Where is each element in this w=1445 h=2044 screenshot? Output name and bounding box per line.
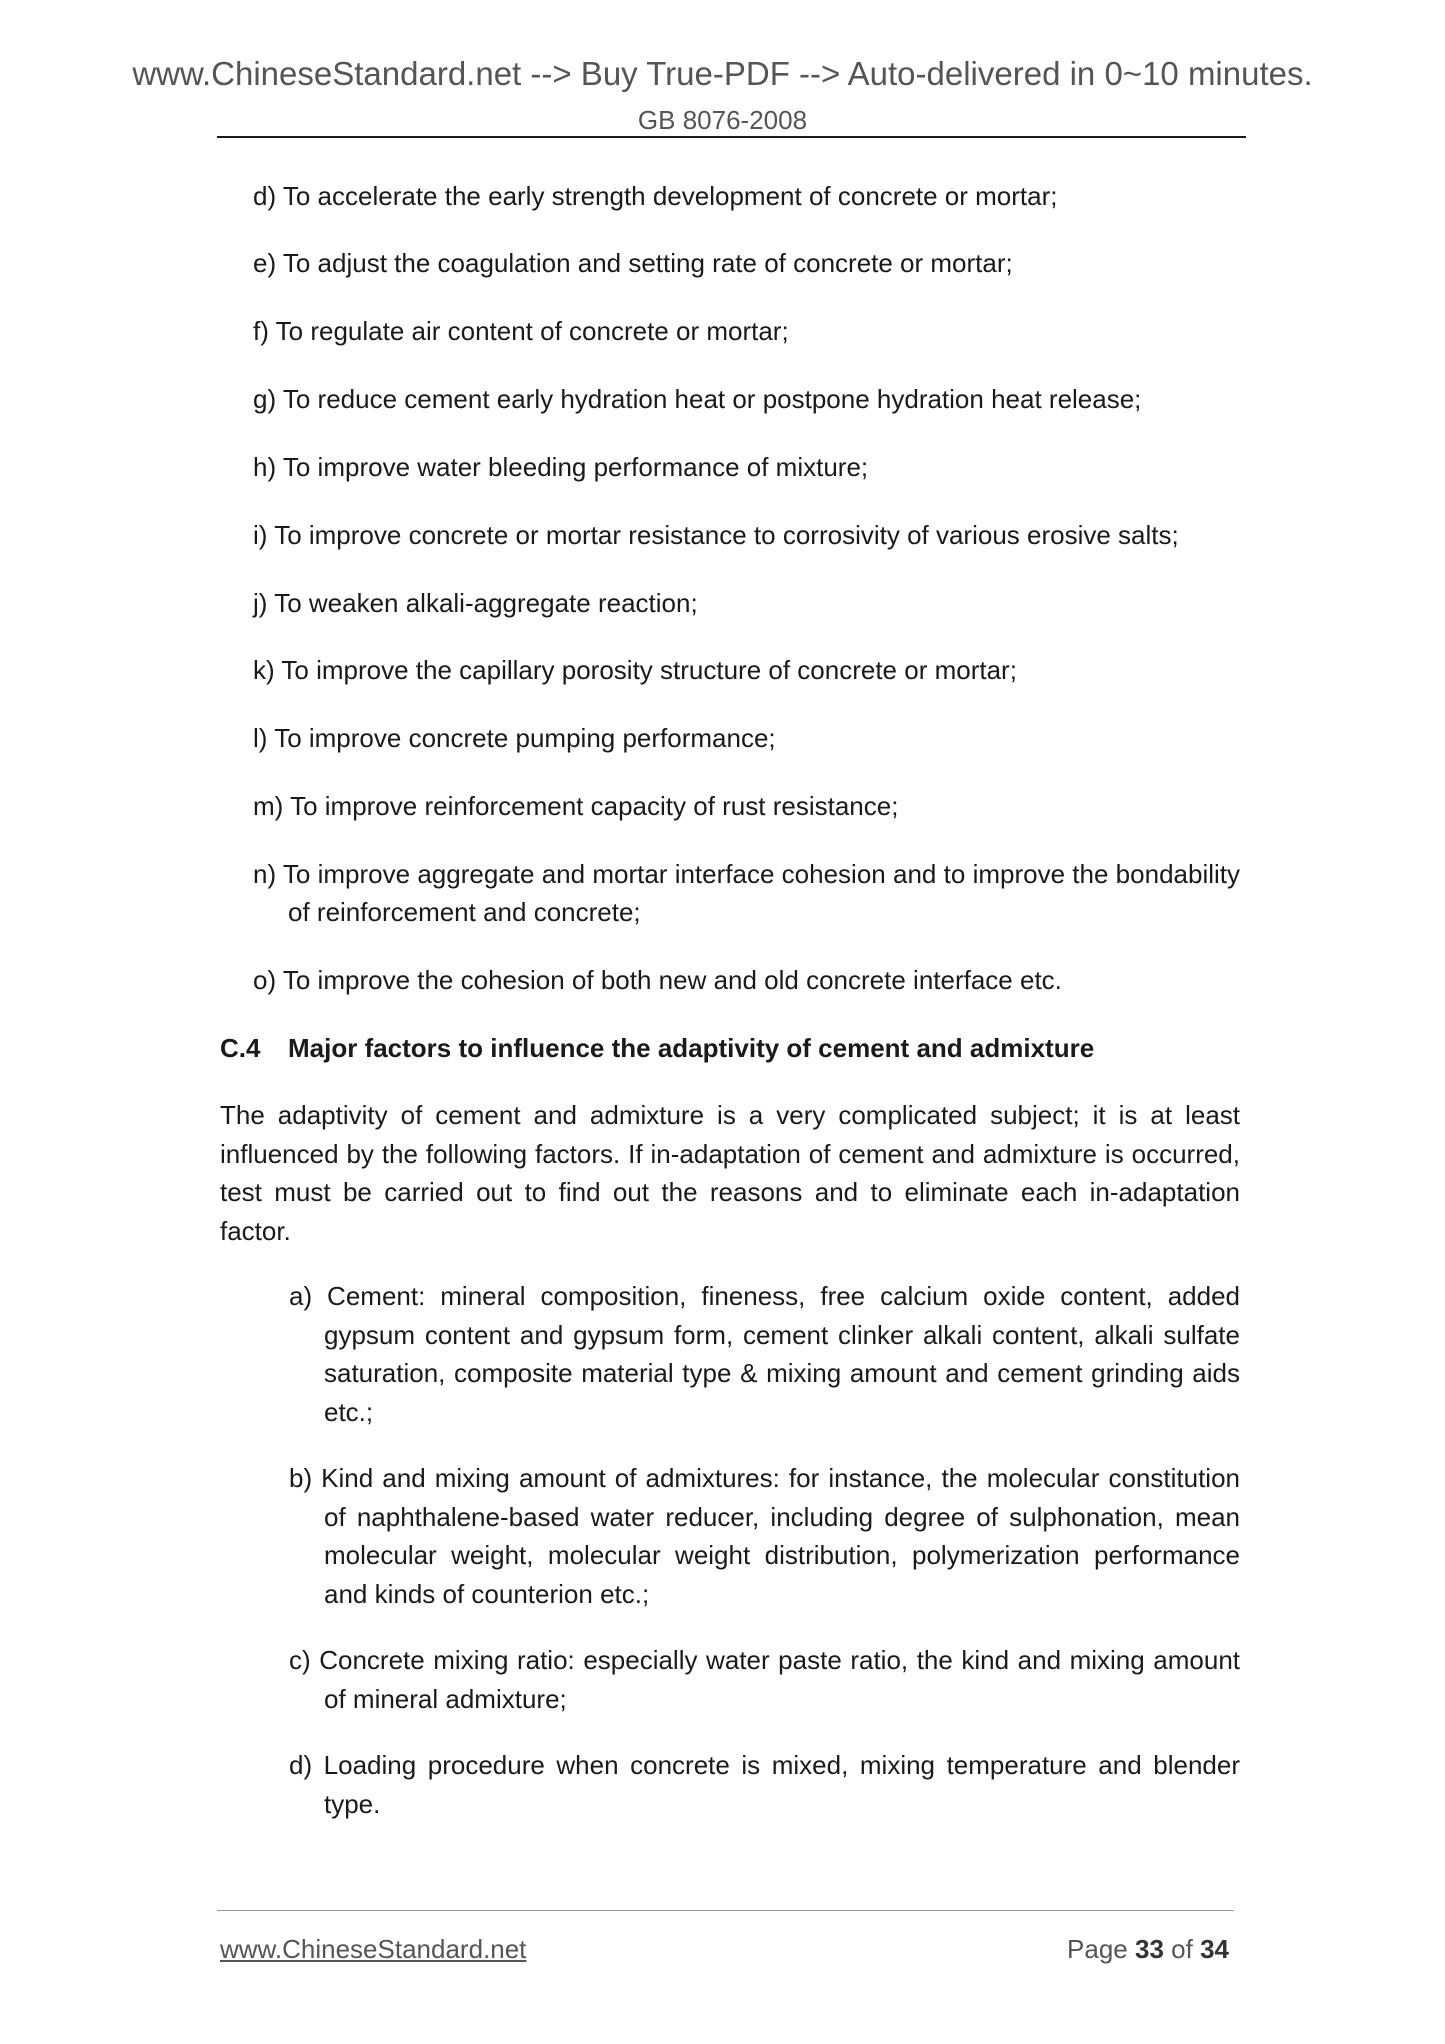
list-item: d) To accelerate the early strength development of concrete or mortar; (253, 181, 1058, 211)
page-number (1067, 1933, 1229, 1965)
total-pages: 34 (1200, 1934, 1229, 1964)
list-item: k) To improve the capillary porosity structure of concrete or mortar; (253, 655, 1017, 685)
standard-code: GB 8076-2008 (637, 105, 808, 135)
section-paragraph: The adaptivity of cement and admixture is a very complicated subject; it is at least influenced by the following factors. If in-adaptation of cement and admixture is occurred, test must be carried out to find out the reasons and to eliminate each in-adaptation factor. (220, 1100, 1240, 1246)
list-item: j) To weaken alkali-aggregate reaction; (253, 588, 698, 618)
page-label: Page (1067, 1934, 1128, 1964)
header-banner: www.ChineseStandard.net --> Buy True-PDF --> Auto-delivered in 0~10 minutes. (132, 55, 1313, 92)
list-item: m) To improve reinforcement capacity of rust resistance; (253, 791, 899, 821)
list-item: l) To improve concrete pumping performance; (253, 723, 776, 753)
list-item: n) To improve aggregate and mortar interface cohesion and to improve the bondability of reinforcement and concrete; (253, 859, 1240, 927)
list-item: e) To adjust the coagulation and setting rate of concrete or mortar; (253, 248, 1013, 278)
section-number: C.4 (220, 1033, 261, 1063)
list-item: f) To regulate air content of concrete or mortar; (253, 316, 789, 346)
section-title: Major factors to influence the adaptivity of cement and admixture (288, 1033, 1095, 1063)
list-item: i) To improve concrete or mortar resistance to corrosivity of various erosive salts; (253, 520, 1179, 550)
factor-item: b) Kind and mixing amount of admixtures: for instance, the molecular constitution of naphthalene-based water reducer, including degree of sulphonation, mean molecular weight, molecular weight distribution, polymerization performance and kinds of counterion etc.; (289, 1463, 1240, 1609)
list-item: g) To reduce cement early hydration heat or postpone hydration heat release; (253, 384, 1142, 414)
list-item: h) To improve water bleeding performance of mixture; (253, 452, 869, 482)
factor-item: a) Cement: mineral composition, fineness, free calcium oxide content, added gypsum content and gypsum form, cement clinker alkali content, alkali sulfate saturation, composite material type & mixing amount and cement grinding aids etc.; (289, 1281, 1240, 1427)
header-divider (217, 136, 1246, 138)
page-of-label: of (1171, 1934, 1193, 1964)
footer-site-link[interactable]: www.ChineseStandard.net (220, 1934, 527, 1964)
factor-item: c) Concrete mixing ratio: especially water paste ratio, the kind and mixing amount of mineral admixture; (289, 1645, 1240, 1714)
section-heading (220, 1029, 1094, 1067)
current-page: 33 (1135, 1934, 1164, 1964)
factor-item: d) Loading procedure when concrete is mixed, mixing temperature and blender type. (289, 1750, 1240, 1819)
list-item: o) To improve the cohesion of both new and old concrete interface etc. (253, 965, 1062, 995)
footer-divider (217, 1910, 1234, 1911)
